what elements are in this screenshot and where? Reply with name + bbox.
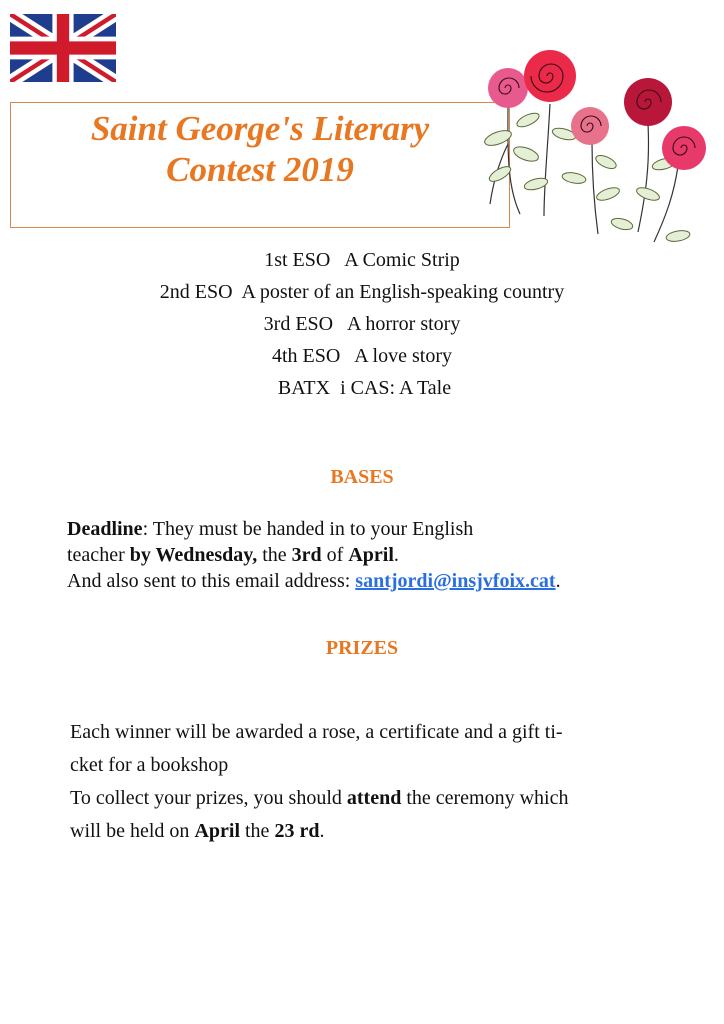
ceremony-month: April	[194, 820, 240, 842]
prizes-line-4-mid: the	[240, 820, 275, 842]
deadline-line-2-of: of	[321, 544, 349, 566]
prizes-line-4	[70, 815, 670, 848]
deadline-line-2-mid: the	[257, 544, 292, 566]
email-link[interactable]: santjordi@insjvfoix.cat	[355, 570, 556, 592]
deadline-line-1-text: : They must be handed in to your English	[142, 518, 474, 540]
deadline-line-1	[67, 516, 707, 542]
prizes-heading: PRIZES	[325, 637, 399, 659]
bases-heading: BASES	[330, 466, 394, 488]
deadline-line-2-pre: teacher	[67, 544, 130, 566]
title-line-1: Saint George's Literary	[90, 109, 430, 148]
grade-item-2nd-eso: 2nd ESO A poster of an English-speaking country	[159, 281, 565, 303]
prizes-line-1: Each winner will be awarded a rose, a certificate and a gift ti-	[70, 721, 563, 743]
deadline-day: by Wednesday,	[129, 544, 258, 566]
deadline-line-3	[67, 568, 707, 594]
page-title	[10, 108, 510, 190]
grade-list	[0, 244, 724, 404]
union-jack-flag-icon	[10, 14, 116, 82]
deadline-line-3-end: .	[555, 570, 561, 592]
grade-item-3rd-eso: 3rd ESO A horror story	[263, 313, 461, 335]
ceremony-day: 23 rd	[274, 820, 320, 842]
prizes-line-4-end: .	[319, 820, 325, 842]
grade-item-4th-eso: 4th ESO A love story	[271, 345, 452, 367]
prizes-line-3	[70, 782, 670, 815]
deadline-line-2	[67, 542, 707, 568]
deadline-line-2-end: .	[393, 544, 399, 566]
prizes-line-3-post: the ceremony which	[401, 787, 569, 809]
roses-illustration-icon	[478, 44, 714, 248]
grade-item-1st-eso: 1st ESO A Comic Strip	[264, 249, 460, 271]
prizes-attend: attend	[346, 787, 402, 809]
deadline-date: 3rd	[291, 544, 322, 566]
deadline-paragraph	[67, 516, 707, 594]
grade-item-batx: BATX i CAS: A Tale	[272, 377, 452, 399]
prizes-line-3-pre: To collect your prizes, you should	[70, 787, 347, 809]
prizes-paragraph	[70, 716, 670, 848]
title-line-2: Contest 2019	[166, 150, 354, 189]
deadline-label: Deadline	[67, 518, 143, 540]
prizes-line-2: cket for a bookshop	[70, 754, 229, 776]
deadline-month: April	[348, 544, 394, 566]
prizes-line-4-pre: will be held on	[70, 820, 195, 842]
email-intro-text: And also sent to this email address:	[67, 570, 356, 592]
